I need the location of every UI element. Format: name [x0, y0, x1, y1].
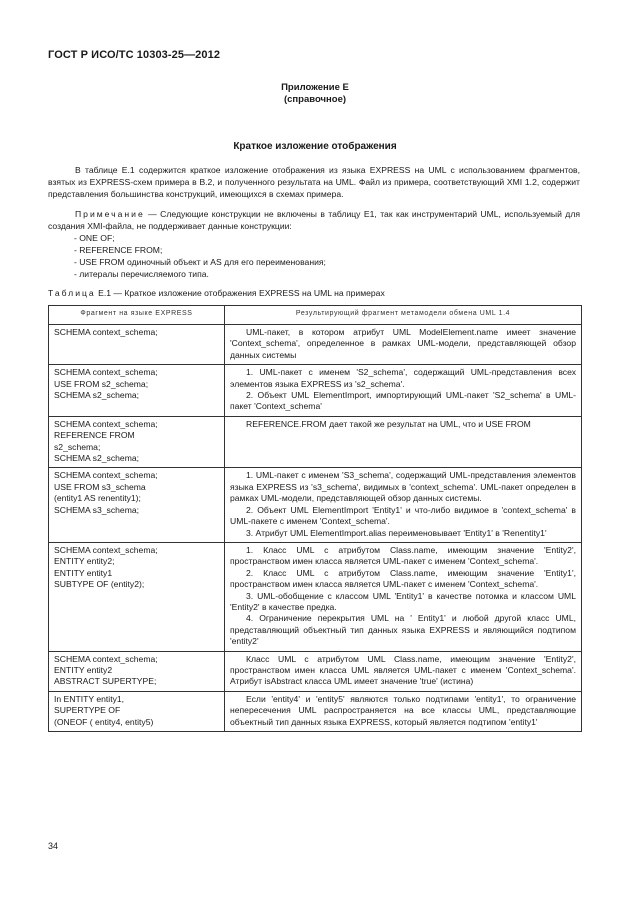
table-header-row [49, 306, 582, 325]
express-line: SCHEMA context_schema; [54, 470, 158, 481]
express-cell [49, 691, 225, 731]
note-text: — Следующие конструкции не включены в таблицу Е1, так как инструментарий UML, используемый для создания XMI-файла, не поддерживает данные конструкции: [48, 209, 580, 231]
uml-paragraph: 4. Ограничение перекрытия UML на ' Entity1' и любой другой класс UML, представляющий объектный тип данных языка EXPRESS и являющийся подтипом 'entity2' [230, 613, 576, 647]
uml-paragraph: 3. Атрибут UML ElementImport.alias переименовывает 'Entity1' в 'Renentity1' [246, 527, 547, 538]
table-row [49, 651, 582, 691]
page-number: 34 [48, 841, 59, 851]
express-line: SCHEMA context_schema; [54, 653, 158, 664]
list-item: - REFERENCE FROM; [74, 245, 163, 255]
express-cell [49, 651, 225, 691]
express-line: SCHEMA context_schema; [54, 544, 158, 555]
table-row [49, 325, 582, 365]
express-line: SCHEMA context_schema; [54, 327, 158, 337]
express-cell [49, 542, 225, 651]
uml-paragraph: UML-пакет, в котором атрибут UML ModelElement.name имеет значение 'Context_schema', определенное в рамках UML-модели, представляющей обзор данных системы [230, 327, 576, 360]
table-caption-text: Е.1 — Краткое изложение отображения EXPRESS на UML на примерах [95, 288, 385, 298]
table-row [49, 416, 582, 468]
header-express: Фрагмент на языке EXPRESS [49, 306, 225, 325]
express-line: SUPERTYPE OF [54, 705, 121, 716]
table-row [49, 365, 582, 417]
uml-paragraph: REFERENCE.FROM дает такой же результат на UML, что и USE FROM [246, 418, 531, 429]
uml-cell [225, 325, 582, 365]
express-line: ENTITY entity1 [54, 567, 113, 578]
express-line: SUBTYPE OF (entity2); [54, 579, 145, 590]
appendix-title: Приложение Е [281, 82, 349, 93]
uml-paragraph: 2. Класс UML с атрибутом Class.name, имеющим значение 'Entity1', пространством имен класса является UML-пакет с именем 'Context_schema'. [230, 567, 576, 590]
express-line: (ONEOF ( entity4, entity5) [54, 716, 154, 727]
uml-paragraph: 3. UML-обобщение с классом UML 'Entity1' в качестве потомка и классом UML 'Entity2' в качестве предка. [230, 590, 576, 612]
note-list [74, 232, 326, 280]
appendix-heading [0, 82, 630, 106]
list-item: - литералы перечисляемого типа. [74, 269, 209, 279]
express-line: SCHEMA s2_schema; [54, 390, 140, 401]
uml-paragraph: 2. Объект UML ElementImport 'Entity1' и что-либо видимое в 'context_schema' в UML-пакете с именем 'Context_schema'. [230, 504, 576, 527]
table-body [49, 325, 582, 732]
note-label: Примечание [75, 209, 145, 219]
uml-cell [225, 651, 582, 691]
note-paragraph [48, 208, 580, 232]
standard-code: ГОСТ Р ИСО/ТС 10303-25—2012 [48, 49, 221, 61]
express-line: s2_schema; [54, 441, 101, 452]
express-cell [49, 416, 225, 468]
express-line: SCHEMA context_schema; [54, 418, 158, 429]
express-line: ABSTRACT SUPERTYPE; [54, 676, 157, 687]
uml-paragraph: 1. UML-пакет с именем 'S3_schema', содержащий UML-представления элементов языка EXPRESS из 's3_schema', видимых в 'context_schema'. UML-пакет определен в рамках UML-модели, представляющей обзор данных системы. [230, 470, 576, 504]
intro-paragraph [48, 164, 580, 200]
uml-paragraph: Класс UML с атрибутом UML Class.name, имеющим значение 'Entity2', пространством имен класса UML является UML-пакет с именем 'Context_schema'. Атрибут isAbstract класса UML имеет значение 'true' (истина) [230, 653, 576, 687]
uml-cell [225, 365, 582, 417]
intro-text: В таблице Е.1 содержится краткое изложение отображения из языка EXPRESS на UML с использованием фрагментов, взятых из EXPRESS-схем примера в В.2, и полученного результата на UML. Файл из примера, соответствующий XMI 1.2, содержит представления большинства конструкций, имеющихся в схемах примера. [48, 165, 580, 199]
uml-cell [225, 542, 582, 651]
appendix-subtitle: (справочное) [283, 94, 347, 105]
uml-paragraph: 1. Класс UML с атрибутом Class.name, имеющим значение 'Entity2', пространством имен класса является UML-пакет с именем 'Context_schema'. [230, 544, 576, 567]
express-cell [49, 365, 225, 417]
express-line: SCHEMA context_schema; [54, 367, 158, 378]
list-item: - USE FROM одиночный объект и AS для его переименования; [74, 257, 326, 267]
express-line: SCHEMA s2_schema; [54, 453, 140, 464]
express-cell [49, 325, 225, 365]
uml-cell [225, 416, 582, 468]
mapping-table [48, 305, 582, 732]
express-cell [49, 468, 225, 542]
uml-paragraph: 2. Объект UML ElementImport, импортирующий UML-пакет 'S2_schema' в UML-пакет 'Context_schema' [230, 390, 576, 412]
express-line: USE FROM s2_schema; [54, 378, 149, 389]
list-item: - ONE OF; [74, 233, 115, 243]
header-uml: Результирующий фрагмент метамодели обмена UML 1.4 [225, 306, 582, 325]
uml-paragraph: 1. UML-пакет с именем 'S2_schema', содержащий UML-представления всех элементов языка EXPRESS из 's2_schema'. [230, 367, 576, 389]
uml-cell [225, 468, 582, 542]
table-row [49, 542, 582, 651]
express-line: ENTITY entity2 [54, 664, 113, 675]
express-line: (entity1 AS renentity1); [54, 493, 141, 504]
uml-cell [225, 691, 582, 731]
express-line: USE FROM s3_schema [54, 481, 146, 492]
table-row [49, 691, 582, 731]
express-line: REFERENCE FROM [54, 430, 135, 441]
express-line: In ENTITY entity1, [54, 693, 125, 704]
table-row [49, 468, 582, 542]
section-title: Краткое изложение отображения [233, 141, 397, 152]
table-caption [48, 288, 385, 298]
table-caption-label: Таблица [48, 288, 96, 298]
express-line: ENTITY entity2; [54, 556, 115, 567]
express-line: SCHEMA s3_schema; [54, 504, 140, 515]
uml-paragraph: Если 'entity4' и 'entity5' являются только подтипами 'entity1', то ограничение непересечения UML распространяется на все классы UML, представляющие объектный тип данных языка EXPRESS, который является подтипом 'entity1' [230, 693, 576, 727]
